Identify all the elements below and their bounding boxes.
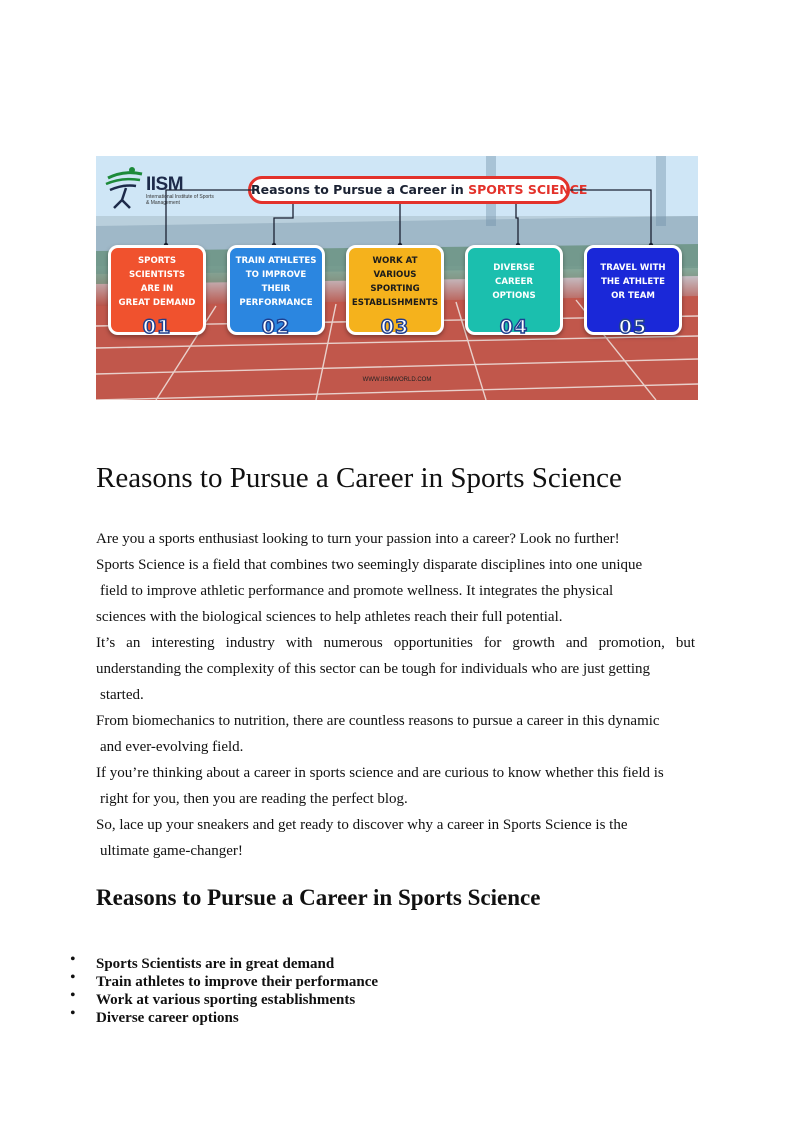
paragraph: It’s an interesting industry with numerous opportunities for growth and promotion, but understanding the complexity of this sector can be tough for individuals who are just getting (96, 635, 695, 677)
reason-card-line: VARIOUS (373, 270, 417, 280)
reason-card-line: DIVERSE (493, 263, 535, 273)
reason-card-line: TO IMPROVE (245, 270, 307, 280)
list-item (0, 969, 379, 991)
list-item (0, 987, 378, 1009)
list-item (0, 1005, 378, 1027)
reason-card-number: 02 (261, 316, 291, 338)
reason-card-line: THE ATHLETE (600, 277, 666, 287)
reason-card-line: SCIENTISTS (128, 270, 186, 280)
reason-card-line: CAREER OPTIONS (492, 277, 536, 301)
paragraph: sciences with the biological sciences to help athletes reach their full potential. (96, 609, 563, 625)
reason-card-line: THEIR (261, 284, 291, 294)
article-title: Reasons to Pursue a Career in Sports Science (96, 462, 622, 494)
reason-card-line: SPORTS (137, 256, 177, 266)
logo-wordmark: IISM (146, 174, 184, 195)
reason-card-label (232, 254, 321, 310)
list-item-text: Diverse career options (96, 1010, 239, 1026)
reasons-list (0, 951, 379, 1027)
paragraph: started. (100, 687, 144, 703)
paragraph: From biomechanics to nutrition, there are countless reasons to pursue a career in this dynamic (96, 713, 660, 729)
list-item-text: Train athletes to improve their performance (96, 974, 379, 990)
reason-card-number: 01 (142, 316, 172, 338)
bullet-icon: • (70, 1005, 76, 1022)
section-heading: Reasons to Pursue a Career in Sports Science (96, 885, 541, 910)
list-item-text: Work at various sporting establishments (96, 992, 356, 1008)
reason-card-number: 05 (618, 316, 648, 338)
bullet-icon: • (70, 987, 76, 1004)
website-url: WWW.IISMWORLD.COM (362, 377, 432, 383)
reason-card-line: ARE IN (140, 284, 174, 294)
reason-card-label (348, 254, 442, 310)
banner-title-highlight: SPORTS SCIENCE (468, 182, 588, 197)
bullet-icon: • (70, 969, 76, 986)
banner-title-prefix: Reasons to Pursue a Career in (251, 182, 469, 197)
paragraph: ultimate game-changer! (100, 843, 243, 859)
list-item (0, 951, 378, 973)
reason-card-line: GREAT DEMAND (118, 298, 196, 308)
reason-card-line: PERFORMANCE (239, 298, 313, 308)
logo-subtitle: International Institute of Sports & Management (146, 194, 214, 206)
paragraph: field to improve athletic performance and promote wellness. It integrates the physical (100, 583, 614, 599)
paragraph: Sports Science is a field that combines two seemingly disparate disciplines into one unique (96, 557, 643, 573)
paragraph: Are you a sports enthusiast looking to turn your passion into a career? Look no further! (96, 531, 620, 547)
reason-card-line: WORK AT (372, 256, 418, 266)
reason-card-line: OR TEAM (611, 291, 655, 301)
paragraph: If you’re thinking about a career in sports science and are curious to know whether this field is (96, 765, 664, 781)
list-item-text: Sports Scientists are in great demand (96, 956, 335, 972)
paragraph: and ever-evolving field. (100, 739, 244, 755)
reason-card-line: TRAIN ATHLETES (235, 256, 317, 266)
article-body (96, 526, 695, 864)
reason-card-line: SPORTING (370, 284, 420, 294)
reason-card-number: 03 (380, 316, 410, 338)
reason-card-line: ESTABLISHMENTS (351, 298, 439, 308)
hero-banner (96, 156, 698, 400)
paragraph: So, lace up your sneakers and get ready to discover why a career in Sports Science is the (96, 817, 628, 833)
reason-card-label (115, 254, 200, 310)
reason-card-line: TRAVEL WITH (600, 263, 666, 273)
reason-card-number: 04 (499, 316, 529, 338)
bullet-icon: • (70, 951, 76, 968)
reason-card-label (468, 261, 560, 303)
reason-card-label (596, 261, 669, 303)
paragraph: right for you, then you are reading the perfect blog. (100, 791, 408, 807)
